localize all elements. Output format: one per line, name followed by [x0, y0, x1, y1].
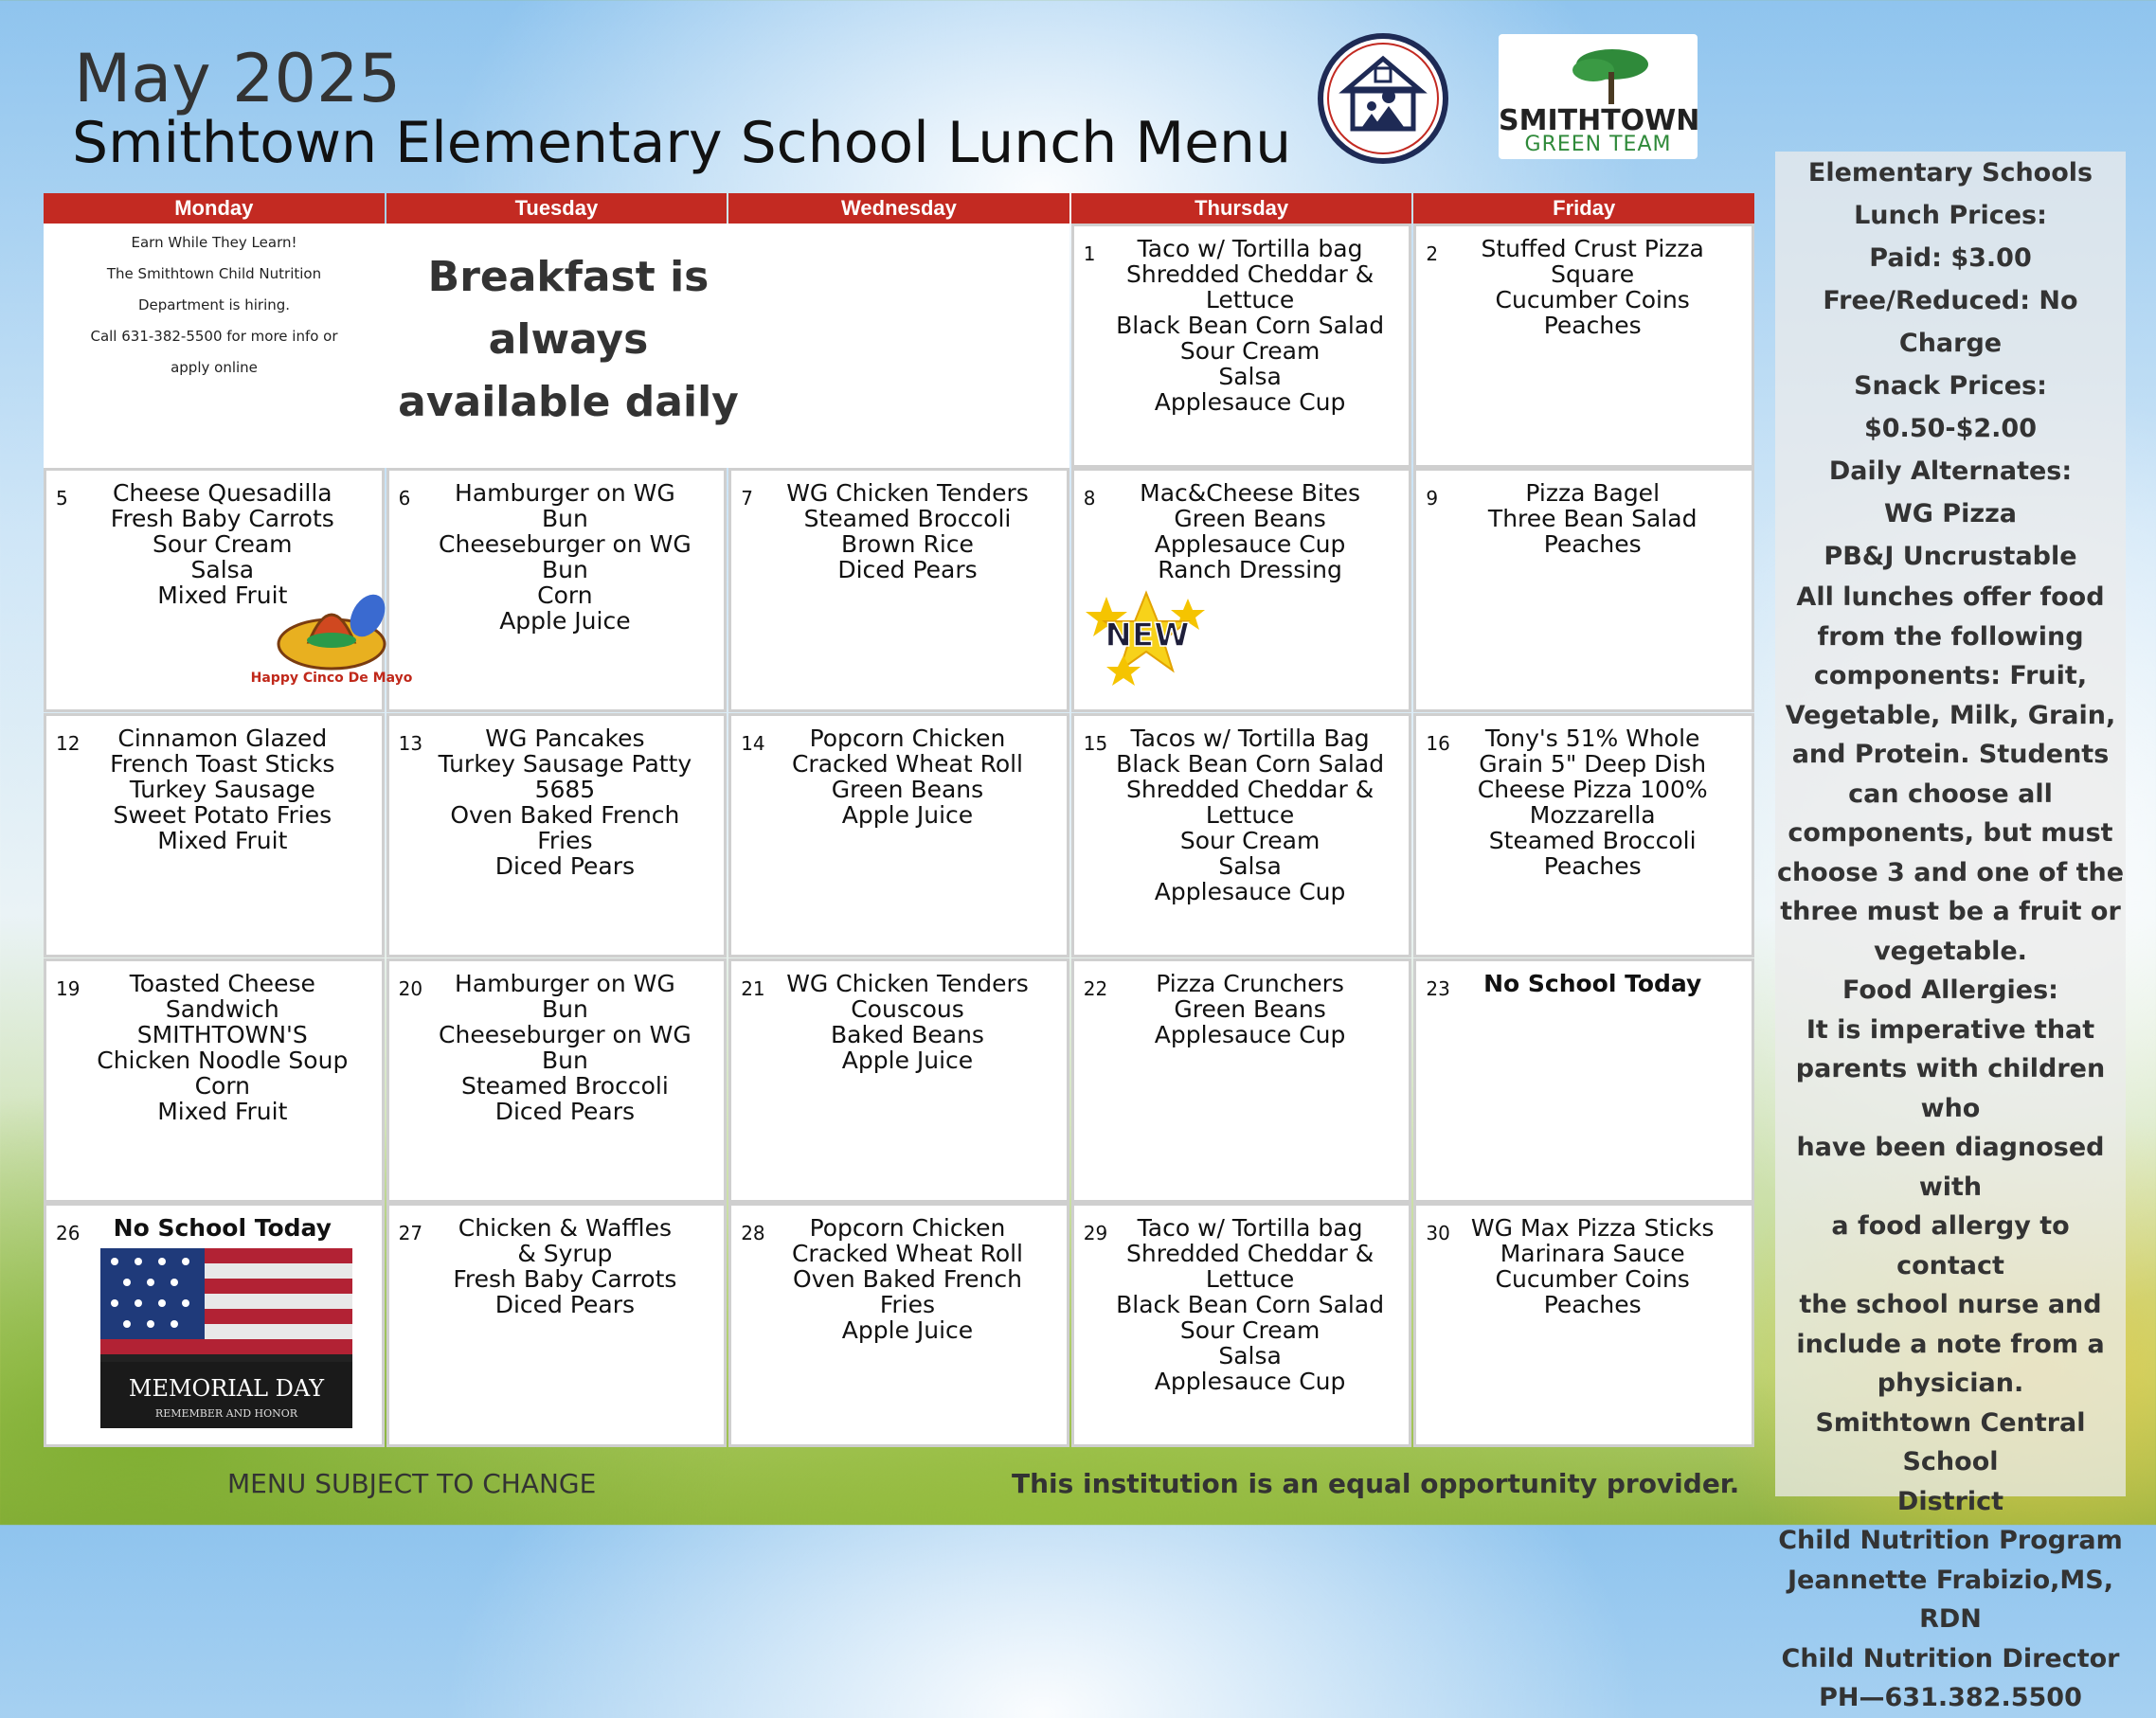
menu-item: Lettuce [1205, 801, 1295, 829]
menu-item: Peaches [1543, 530, 1642, 558]
day-number: 21 [741, 977, 765, 1000]
menu-items [731, 480, 1067, 582]
menu-item: Peaches [1543, 312, 1642, 339]
sidebar-line: a food allergy to contact [1831, 1211, 2070, 1280]
menu-item: No School Today [1483, 970, 1702, 997]
menu-item: Oven Baked French [450, 801, 680, 829]
promo-line: apply online [171, 359, 258, 376]
menu-items [389, 480, 725, 634]
menu-item: Applesauce Cup [1154, 530, 1346, 558]
menu-item: Sandwich [165, 995, 279, 1023]
menu-item: Couscous [851, 995, 964, 1023]
menu-item: Chicken Noodle Soup [97, 1047, 349, 1074]
day-cell-12 [44, 713, 385, 957]
day-cell-16 [1413, 713, 1754, 957]
sidebar-line: the school nurse and [1799, 1290, 2102, 1319]
menu-item: Peaches [1543, 1291, 1642, 1318]
sidebar-line: physician. [1877, 1369, 2024, 1398]
day-cell-21 [728, 958, 1069, 1203]
menu-item: Black Bean Corn Salad [1116, 750, 1385, 778]
menu-item: Bun [541, 995, 588, 1023]
sidebar-line: RDN [1919, 1604, 1982, 1634]
menu-item: Pizza Crunchers [1156, 970, 1344, 997]
breakfast-line: always [488, 315, 649, 364]
menu-item: Square [1551, 260, 1635, 288]
menu-item: Salsa [1218, 363, 1282, 390]
breakfast-line: Breakfast is [427, 253, 710, 301]
promo-line: Earn While They Learn! [131, 234, 297, 251]
sidebar-line: Snack Prices: $0.50-$2.00 [1854, 371, 2047, 443]
menu-item: Cheese Quesadilla [112, 479, 332, 507]
menu-item: Brown Rice [841, 530, 974, 558]
menu-item: Apple Juice [841, 1047, 974, 1074]
menu-item: Cracked Wheat Roll [791, 750, 1023, 778]
menu-items [389, 1215, 725, 1317]
menu-item: Cracked Wheat Roll [791, 1240, 1023, 1267]
menu-item: Taco w/ Tortilla bag [1137, 1214, 1363, 1242]
menu-item: Diced Pears [494, 1098, 636, 1125]
sidebar-line: Food Allergies: [1842, 975, 2058, 1005]
sidebar-line: choose 3 and one of the [1776, 857, 2125, 887]
menu-item: WG Pancakes [485, 725, 645, 752]
sidebar-line: Smithtown Central School [1815, 1407, 2086, 1476]
menu-item: Lettuce [1205, 1265, 1295, 1293]
sidebar-line: have been diagnosed with [1796, 1133, 2105, 1202]
menu-item: Bun [541, 556, 588, 583]
menu-item: Apple Juice [499, 607, 631, 635]
menu-item: Tony's 51% Whole [1484, 725, 1700, 752]
day-number: 12 [56, 732, 81, 755]
sidebar-line: components: Fruit, [1813, 661, 2088, 690]
menu-item: Apple Juice [841, 801, 974, 829]
sidebar-line: parents with children who [1795, 1054, 2106, 1123]
day-cell-27 [386, 1203, 728, 1447]
menu-item: Fries [879, 1291, 936, 1318]
sidebar-line: Child Nutrition Program [1778, 1526, 2123, 1555]
day-cell-13 [386, 713, 728, 957]
menu-item: Turkey Sausage [129, 776, 315, 803]
breakfast-notice [388, 246, 748, 434]
menu-item: Baked Beans [830, 1021, 984, 1048]
day-number: 2 [1426, 242, 1439, 265]
sidebar-line: Daily Alternates: [1828, 456, 2073, 486]
menu-item: Apple Juice [841, 1316, 974, 1344]
page-title: Smithtown Elementary School Lunch Menu [72, 110, 1292, 176]
sidebar-line: include a note from a [1796, 1329, 2105, 1359]
hiring-notice [44, 227, 385, 384]
sidebar-line: can choose all [1848, 778, 2053, 809]
day-number: 1 [1083, 242, 1096, 265]
green-team-line1: SMITHTOWN [1499, 104, 1700, 137]
menu-item: Applesauce Cup [1154, 388, 1346, 416]
day-cell-7 [728, 468, 1069, 712]
menu-item: Sour Cream [1179, 337, 1321, 365]
sidebar-line: PH—631.382.5500 [1819, 1683, 2082, 1712]
day-number: 16 [1426, 732, 1450, 755]
sidebar-line: three must be a fruit or [1780, 897, 2121, 926]
menu-item: Steamed Broccoli [803, 505, 1012, 532]
day-cell-9 [1413, 468, 1754, 712]
day-header-friday: Friday [1413, 193, 1754, 224]
menu-item: Ranch Dressing [1158, 556, 1342, 583]
menu-item: Green Beans [1174, 995, 1326, 1023]
menu-item: Salsa [1218, 852, 1282, 880]
day-number: 23 [1426, 977, 1450, 1000]
sidebar-line: vegetable. [1874, 936, 2027, 966]
day-number: 15 [1083, 732, 1108, 755]
menu-item: Cheese Pizza 100% [1477, 776, 1708, 803]
day-cell-14 [728, 713, 1069, 957]
sidebar-line: and Protein. Students [1791, 740, 2110, 769]
menu-item: Mozzarella [1529, 801, 1656, 829]
menu-item: Applesauce Cup [1154, 1021, 1346, 1048]
day-number: 5 [56, 487, 68, 510]
menu-items [389, 971, 725, 1124]
menu-items [1416, 1215, 1752, 1317]
menu-change-notice: MENU SUBJECT TO CHANGE [227, 1468, 597, 1499]
menu-items [731, 1215, 1067, 1343]
sidebar-line: District [1896, 1486, 2004, 1516]
day-cell-30 [1413, 1203, 1754, 1447]
cinco-text: Happy Cinco De Mayo [250, 671, 413, 686]
menu-item: Diced Pears [494, 852, 636, 880]
menu-item: WG Max Pizza Sticks [1470, 1214, 1715, 1242]
menu-items [731, 725, 1067, 828]
menu-item: Stuffed Crust Pizza [1481, 235, 1704, 262]
menu-item: Applesauce Cup [1154, 878, 1346, 905]
menu-items [731, 971, 1067, 1073]
day-number: 22 [1083, 977, 1108, 1000]
menu-item: Black Bean Corn Salad [1116, 312, 1385, 339]
sidebar-line: Lunch Prices: [1854, 201, 2047, 230]
menu-item: Grain 5" Deep Dish [1479, 750, 1707, 778]
day-number: 26 [56, 1222, 81, 1244]
green-team-line2: GREEN TEAM [1524, 133, 1672, 156]
menu-item: Steamed Broccoli [461, 1072, 669, 1100]
day-number: 13 [398, 732, 423, 755]
menu-items [1074, 1215, 1410, 1394]
menu-item: Shredded Cheddar & [1125, 1240, 1374, 1267]
menu-item: Bun [541, 505, 588, 532]
menu-items [389, 725, 725, 879]
memorial-sub-text: REMEMBER AND HONOR [154, 1407, 298, 1420]
day-cell-20 [386, 958, 728, 1203]
promo-line: Call 631-382-5500 for more info or [90, 328, 338, 345]
day-number: 29 [1083, 1222, 1108, 1244]
menu-item: Mac&Cheese Bites [1140, 479, 1361, 507]
menu-item: Sour Cream [153, 530, 293, 558]
day-number: 28 [741, 1222, 765, 1244]
menu-item: Cheeseburger on WG [439, 530, 692, 558]
menu-item: Tacos w/ Tortilla Bag [1130, 725, 1370, 752]
menu-item: Salsa [1218, 1342, 1282, 1369]
promo-line: The Smithtown Child Nutrition [106, 265, 322, 282]
menu-item: Three Bean Salad [1487, 505, 1698, 532]
month-title: May 2025 [74, 40, 402, 117]
menu-item: French Toast Sticks [110, 750, 335, 778]
menu-item: Cheeseburger on WG [439, 1021, 692, 1048]
menu-items [1416, 236, 1752, 338]
day-cell-19 [44, 958, 385, 1203]
menu-item: Mixed Fruit [157, 1098, 288, 1125]
day-cell-2 [1413, 224, 1754, 468]
menu-item: Fries [537, 827, 593, 854]
menu-item: Cinnamon Glazed [117, 725, 328, 752]
day-cell-22 [1071, 958, 1412, 1203]
school-logo-icon [1317, 32, 1449, 165]
menu-item: Pizza Bagel [1525, 479, 1661, 507]
day-cell-28 [728, 1203, 1069, 1447]
menu-item: Diced Pears [494, 1291, 636, 1318]
day-cell-1 [1071, 224, 1412, 468]
menu-item: Bun [541, 1047, 588, 1074]
day-number: 9 [1426, 487, 1439, 510]
menu-items [46, 971, 382, 1124]
menu-item: Sour Cream [1179, 1316, 1321, 1344]
day-number: 6 [398, 487, 411, 510]
menu-item: Cucumber Coins [1495, 286, 1690, 313]
sombrero-icon [250, 587, 413, 687]
memorial-day-flag-icon [100, 1248, 352, 1428]
menu-item: Diced Pears [837, 556, 978, 583]
menu-item: Mixed Fruit [157, 582, 288, 609]
equal-opportunity-notice: This institution is an equal opportunity provider. [1012, 1468, 1740, 1499]
menu-item: Corn [537, 582, 593, 609]
day-number: 30 [1426, 1222, 1450, 1244]
menu-item: Fresh Baby Carrots [453, 1265, 677, 1293]
day-number: 19 [56, 977, 81, 1000]
menu-item: Marinara Sauce [1500, 1240, 1685, 1267]
day-number: 27 [398, 1222, 423, 1244]
menu-items [1416, 725, 1752, 879]
menu-item: WG Chicken Tenders [786, 479, 1029, 507]
menu-item: WG Chicken Tenders [786, 970, 1029, 997]
menu-item: Shredded Cheddar & [1125, 260, 1374, 288]
menu-item: Lettuce [1205, 286, 1295, 313]
menu-items [1074, 236, 1410, 415]
menu-items [1074, 480, 1410, 582]
sidebar-line: Paid: $3.00 [1869, 243, 2032, 273]
menu-item: Cucumber Coins [1495, 1265, 1690, 1293]
menu-items [46, 725, 382, 853]
sidebar-line: Jeannette Frabizio,MS, [1787, 1565, 2114, 1595]
menu-item: Oven Baked French [792, 1265, 1022, 1293]
menu-item: Toasted Cheese [129, 970, 315, 997]
menu-item: Popcorn Chicken [809, 725, 1006, 752]
sidebar-line: from the following [1817, 621, 2084, 652]
menu-item: Mixed Fruit [157, 827, 288, 854]
menu-item: Taco w/ Tortilla bag [1137, 235, 1363, 262]
day-header-thursday: Thursday [1071, 193, 1412, 224]
menu-item: Green Beans [831, 776, 984, 803]
menu-item: Steamed Broccoli [1488, 827, 1697, 854]
menu-item: Peaches [1543, 852, 1642, 880]
breakfast-line: available daily [398, 378, 739, 426]
menu-item: Turkey Sausage Patty [438, 750, 692, 778]
day-header-monday: Monday [44, 193, 385, 224]
menu-item: No School Today [113, 1214, 332, 1242]
menu-item: 5685 [534, 776, 596, 803]
promo-line: Department is hiring. [137, 296, 291, 313]
memorial-title-text: MEMORIAL DAY [128, 1375, 325, 1402]
menu-item: Shredded Cheddar & [1125, 776, 1374, 803]
sidebar-line: components, but must [1788, 818, 2113, 848]
menu-item: & Syrup [517, 1240, 613, 1267]
day-number: 7 [741, 487, 753, 510]
day-cell-15 [1071, 713, 1412, 957]
sidebar-line: Vegetable, Milk, Grain, [1785, 700, 2116, 730]
sidebar-line: All lunches offer food [1796, 582, 2105, 612]
menu-item: Black Bean Corn Salad [1116, 1291, 1385, 1318]
menu-item: SMITHTOWN'S [136, 1021, 308, 1048]
sidebar-line: Child Nutrition Director [1781, 1643, 2120, 1673]
sidebar-line: Free/Reduced: No Charge [1823, 286, 2078, 358]
menu-items [46, 1215, 382, 1241]
day-number: 20 [398, 977, 423, 1000]
day-header-tuesday: Tuesday [386, 193, 728, 224]
sidebar-line: WG Pizza [1883, 499, 2018, 528]
menu-item: Chicken & Waffles [458, 1214, 672, 1242]
new-star-icon [1086, 589, 1209, 689]
green-team-logo [1499, 34, 1698, 159]
sidebar-info-panel [1775, 152, 2126, 1712]
day-cell-6 [386, 468, 728, 712]
day-cell-29 [1071, 1203, 1412, 1447]
day-number: 8 [1083, 487, 1096, 510]
menu-item: Green Beans [1174, 505, 1326, 532]
menu-item: Fresh Baby Carrots [110, 505, 334, 532]
menu-items [1074, 971, 1410, 1047]
menu-items [1416, 480, 1752, 557]
menu-item: Sweet Potato Fries [113, 801, 332, 829]
menu-item: Salsa [190, 556, 255, 583]
menu-item: Popcorn Chicken [809, 1214, 1006, 1242]
menu-item: Corn [194, 1072, 251, 1100]
sidebar-line: It is imperative that [1806, 1014, 2095, 1045]
menu-items [1074, 725, 1410, 904]
sidebar-line: PB&J Uncrustable [1824, 542, 2077, 571]
new-badge-text: NEW [1105, 617, 1190, 654]
sidebar-line: Elementary Schools [1807, 158, 2093, 188]
menu-item: Hamburger on WG [455, 479, 675, 507]
day-cell-23 [1413, 958, 1754, 1203]
day-header-wednesday: Wednesday [728, 193, 1069, 224]
menu-items [1416, 971, 1752, 996]
day-number: 14 [741, 732, 765, 755]
menu-item: Sour Cream [1179, 827, 1321, 854]
menu-item: Applesauce Cup [1154, 1368, 1346, 1395]
menu-item: Hamburger on WG [455, 970, 675, 997]
